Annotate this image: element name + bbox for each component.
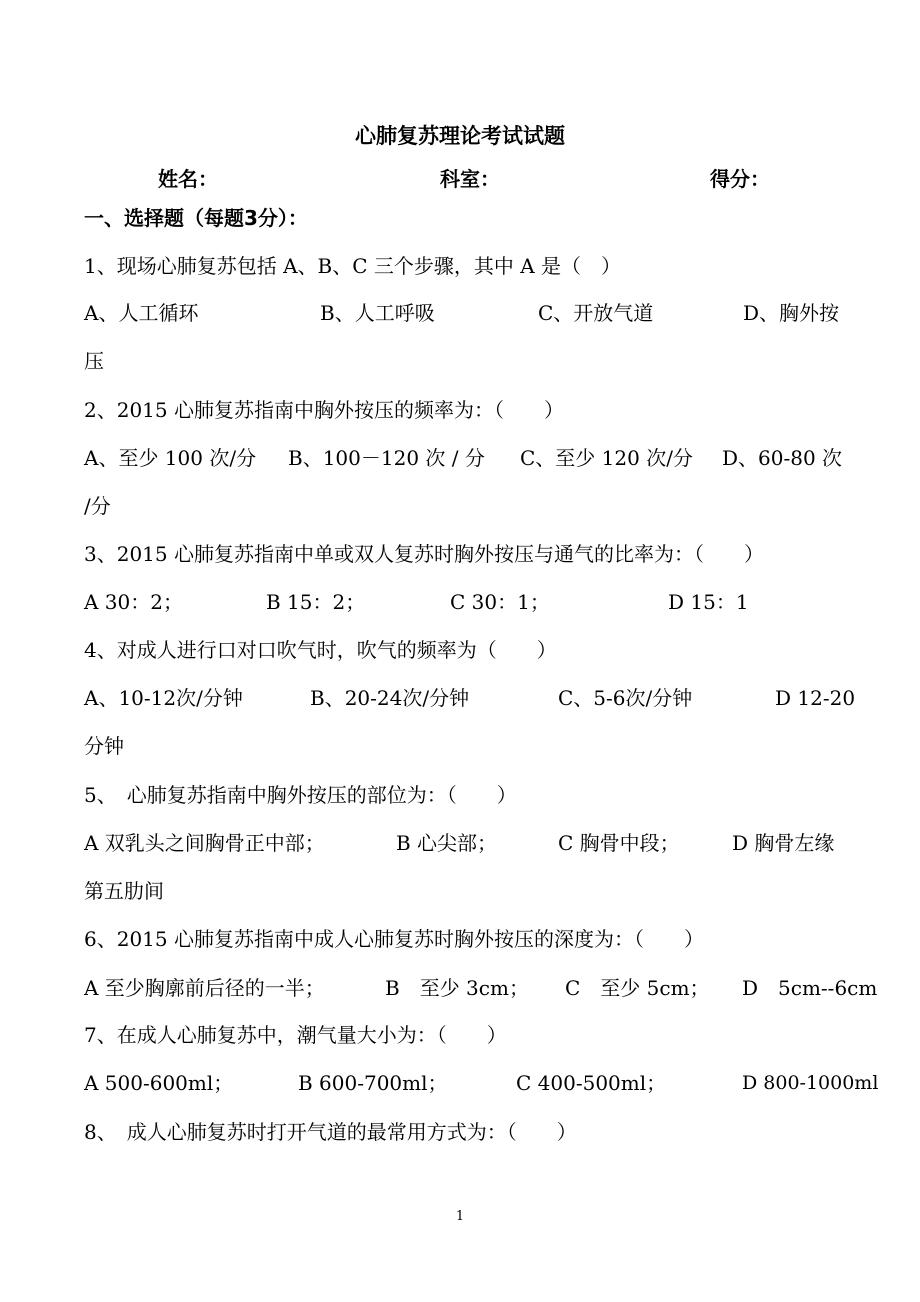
option-c: C 胸骨中段； — [558, 831, 680, 855]
question-4-wrap: 分钟 — [84, 734, 124, 758]
option-c: C、5-6次/分钟 — [558, 686, 693, 710]
question-7-stem: 7、在成人心肺复苏中，潮气量大小为：（ ） — [84, 1023, 507, 1047]
question-8-stem: 8、 成人心肺复苏时打开气道的最常用方式为：（ ） — [84, 1120, 577, 1144]
option-d: D 胸骨左缘 — [732, 831, 835, 855]
question-5-options — [0, 831, 920, 857]
option-c: C、开放气道 — [538, 301, 654, 325]
question-5-stem: 5、 心肺复苏指南中胸外按压的部位为：（ ） — [84, 783, 517, 807]
question-2-wrap: /分 — [84, 494, 111, 518]
name-label: 姓名： — [158, 167, 218, 191]
question-6-options — [0, 976, 920, 1002]
question-4-options — [0, 686, 920, 712]
option-a: A 30：2； — [84, 590, 183, 614]
option-c: C 30：1； — [450, 590, 550, 614]
option-d: D、胸外按 — [743, 301, 840, 325]
option-d: D 5cm--6cm — [742, 976, 878, 1000]
question-1-options — [0, 301, 920, 327]
question-6-stem: 6、2015 心肺复苏指南中成人心肺复苏时胸外按压的深度为：（ ） — [84, 927, 704, 951]
question-5-wrap: 第五肋间 — [84, 879, 164, 903]
option-b: B、100－120 次 / 分 — [288, 446, 485, 470]
option-a: A、至少 100 次/分 — [84, 446, 257, 470]
option-d: D 800-1000ml — [742, 1072, 879, 1094]
option-a: A 500-600ml； — [84, 1071, 234, 1095]
option-a: A 双乳头之间胸骨正中部； — [84, 831, 325, 855]
score-label: 得分： — [710, 167, 770, 191]
option-b: B 心尖部； — [396, 831, 498, 855]
question-1-wrap: 压 — [84, 349, 104, 373]
option-a: A、10-12次/分钟 — [84, 686, 243, 710]
option-c: C 至少 5cm； — [565, 976, 710, 1000]
question-7-options — [0, 1071, 920, 1097]
option-c: C、至少 120 次/分 — [520, 446, 693, 470]
option-d: D 12-20 — [775, 686, 856, 710]
question-2-options — [0, 446, 920, 472]
option-d: D、60-80 次 — [722, 446, 843, 470]
option-c: C 400-500ml； — [516, 1071, 667, 1095]
option-b: B 15：2； — [266, 590, 366, 614]
option-b: B、人工呼吸 — [320, 301, 435, 325]
question-3-options — [0, 590, 920, 616]
question-1-stem: 1、现场心肺复苏包括 A、B、C 三个步骤，其中 A 是（ ） — [84, 254, 622, 278]
question-3-stem: 3、2015 心肺复苏指南中单或双人复苏时胸外按压与通气的比率为：（ ） — [84, 542, 764, 566]
question-4-stem: 4、对成人进行口对口吹气时，吹气的频率为（ ） — [84, 638, 557, 662]
department-label: 科室： — [440, 167, 500, 191]
option-a: A 至少胸廓前后径的一半； — [84, 976, 325, 1000]
option-d: D 15：1 — [668, 590, 749, 614]
page-number: 1 — [455, 1209, 465, 1224]
section-heading: 一、选择题（每题3分）： — [84, 206, 308, 230]
option-a: A、人工循环 — [84, 301, 199, 325]
option-b: B、20-24次/分钟 — [310, 686, 470, 710]
document-title: 心肺复苏理论考试试题 — [355, 124, 565, 148]
option-b: B 至少 3cm； — [385, 976, 529, 1000]
option-b: B 600-700ml； — [298, 1071, 448, 1095]
question-2-stem: 2、2015 心肺复苏指南中胸外按压的频率为：（ ） — [84, 398, 564, 422]
header-row — [0, 167, 920, 193]
